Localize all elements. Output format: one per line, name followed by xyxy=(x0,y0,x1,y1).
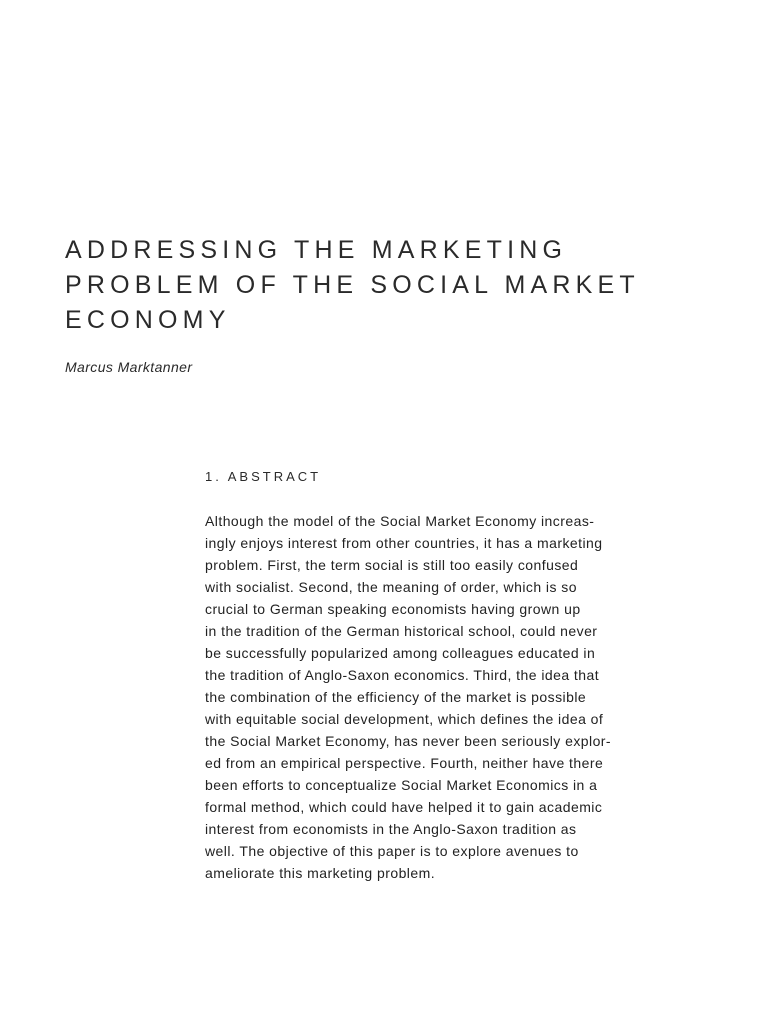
abstract-body xyxy=(205,510,675,884)
abstract-line: crucial to German speaking economists having grown up xyxy=(205,601,581,617)
abstract-line: Although the model of the Social Market Economy increas- xyxy=(205,513,595,529)
section-heading-abstract: 1. ABSTRACT xyxy=(205,469,322,484)
abstract-line: the tradition of Anglo-Saxon economics. Third, the idea that xyxy=(205,667,600,683)
paper-title-line: ECONOMY xyxy=(65,306,231,334)
abstract-line: be successfully popularized among colleagues educated in xyxy=(205,645,596,661)
abstract-line: with socialist. Second, the meaning of order, which is so xyxy=(205,579,577,595)
paper-title xyxy=(65,233,705,338)
author-name: Marcus Marktanner xyxy=(65,359,193,375)
abstract-line: the Social Market Economy, has never been seriously explor- xyxy=(205,733,612,749)
abstract-line: ameliorate this marketing problem. xyxy=(205,865,436,881)
abstract-line: the combination of the efficiency of the market is possible xyxy=(205,689,587,705)
abstract-line: formal method, which could have helped it to gain academic xyxy=(205,799,603,815)
abstract-line: ed from an empirical perspective. Fourth, neither have there xyxy=(205,755,604,771)
paper-title-line: ADDRESSING THE MARKETING xyxy=(65,236,568,264)
abstract-line: in the tradition of the German historical school, could never xyxy=(205,623,598,639)
abstract-line: problem. First, the term social is still too easily confused xyxy=(205,557,579,573)
abstract-line: ingly enjoys interest from other countries, it has a marketing xyxy=(205,535,603,551)
abstract-line: with equitable social development, which defines the idea of xyxy=(205,711,604,727)
abstract-line: been efforts to conceptualize Social Market Economics in a xyxy=(205,777,598,793)
paper-title-line: PROBLEM OF THE SOCIAL MARKET xyxy=(65,271,640,299)
abstract-line: well. The objective of this paper is to explore avenues to xyxy=(205,843,579,859)
abstract-line: interest from economists in the Anglo-Saxon tradition as xyxy=(205,821,577,837)
